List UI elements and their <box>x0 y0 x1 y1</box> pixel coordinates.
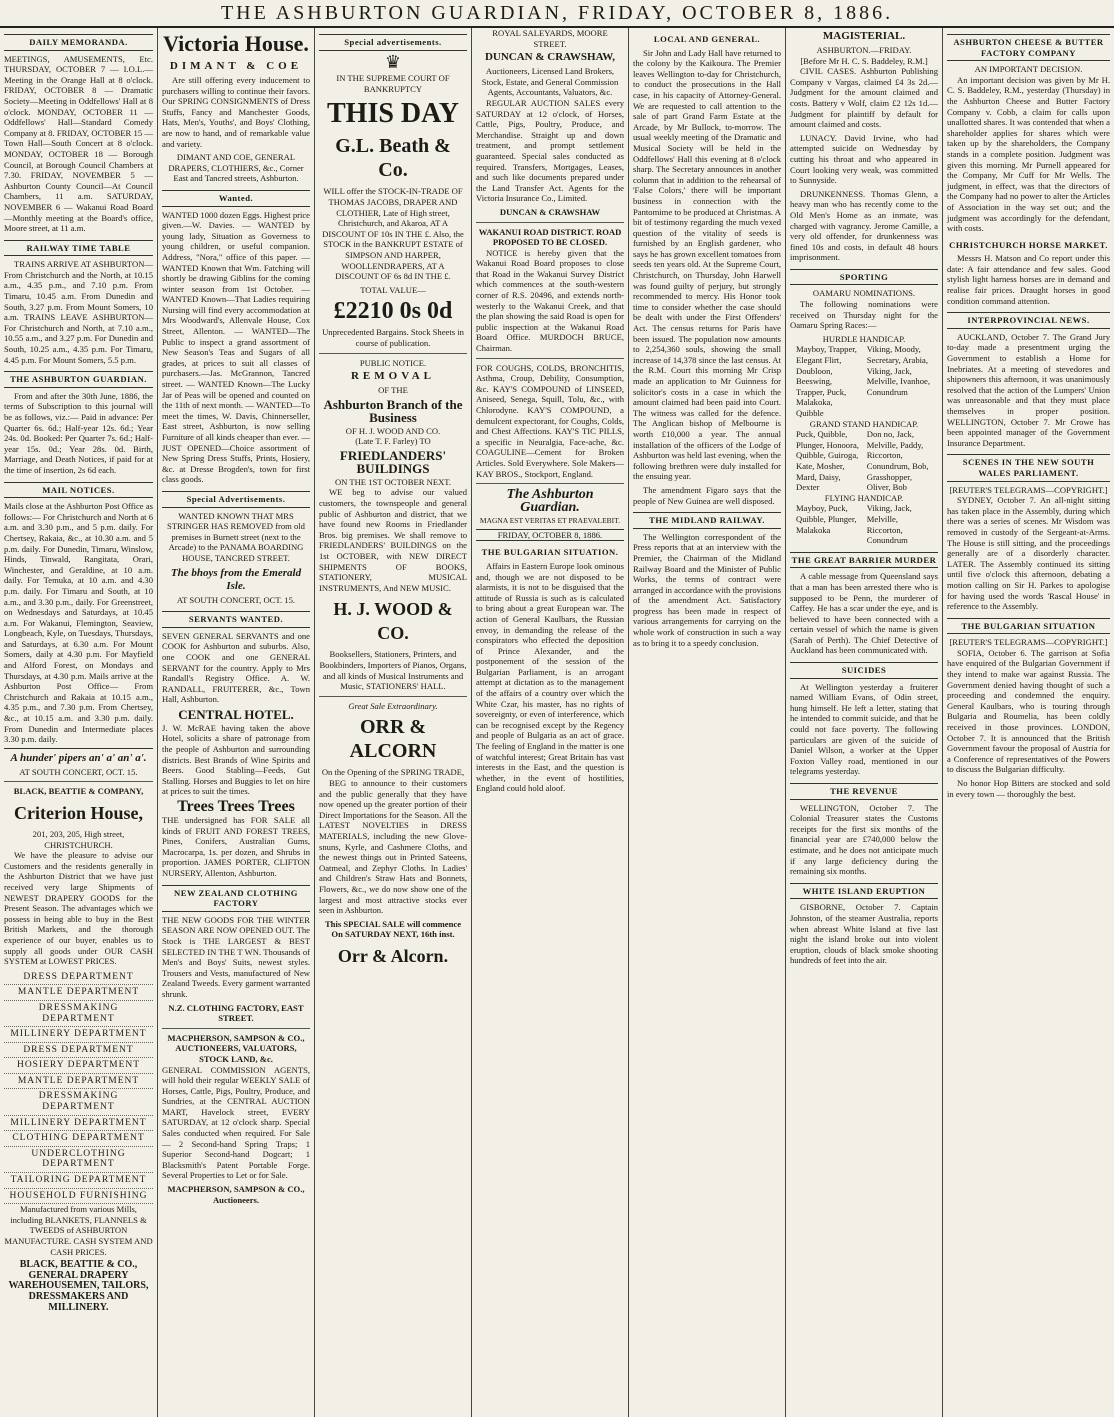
civil-cases: CIVIL CASES. Ashburton Publishing Company v Vargas, claimed £4 3s 2d.—Judgment for the amount claimed and costs. Battery v Wolf, claim £2 12s 1d.—Judgment for plaintiff by default for amount claimed and costs. <box>790 66 938 130</box>
nz-clothing-heading: NEW ZEALAND CLOTHING FACTORY <box>162 885 310 912</box>
railway-heading: RAILWAY TIME TABLE <box>4 240 153 257</box>
hurdle-table <box>790 344 938 418</box>
horse-list: Mayboy, Puck, Quibble, Plunger, Malakoka <box>796 503 857 535</box>
great-sale-heading: Great Sale Extraordinary. <box>348 700 438 711</box>
bulgarian-heading: THE BULGARIAN SITUATION. <box>481 547 619 558</box>
meetings-text: MEETINGS, AMUSEMENTS, Etc. THURSDAY, OCTOBER 7 — I.O.L.—Meeting in the Orange Hall at 8 o'clock. FRIDAY, OCTOBER 8 — Dramatic Society—Meeting in Oddfellows' Hall at 8 o'clock. MONDAY, OCTOBER 11 — Oddfellows' Hall—Standard Comedy Company at 8. FRIDAY, OCTOBER 15 — Town Hall—South Concert at 8 o'clock. MONDAY, OCTOBER 18 — Borough Council, at Borough Council Chambers at 7.30. FRIDAY, NOVEMBER 5 — Ashburton County Council—At Council Chambers, 11 a.m. SATURDAY, NOVEMBER 6 — Wakanui Road Board—Monthly meeting at the Board's office, Moore street, at 11 a.m. <box>4 53 153 234</box>
nz-clothing-text: THE NEW GOODS FOR THE WINTER SEASON ARE NOW OPENED OUT. The Stock is THE LARGEST & BEST SELECTED IN THE T WN. Thousands of Men's and Boys' Suits, newest styles. Trousers and Vests, manufactured of New Zealand Tweeds. Every garment warranted shrunk. <box>162 914 310 999</box>
special-ads-heading: Special Advertisements. <box>162 491 310 508</box>
bargains-text: Unprecedented Bargains. Stock Sheets in course of publication. <box>322 327 464 348</box>
central-hotel-heading: CENTRAL HOTEL. <box>178 706 294 722</box>
horse-list: Puck, Quibble, Plunger, Honoora, Quibble, Guiroga, Kate, Mosher, Mard, Daisy, Dexter <box>796 429 859 493</box>
duncan-sub: Auctioneers, Licensed Land Brokers, Stock, Estate, and General Commission Agents, Accountants, Valuators, &c. <box>481 66 619 98</box>
cheese-factory-heading: ASHBURTON CHEESE & BUTTER FACTORY COMPANY <box>947 34 1110 61</box>
flying-table <box>790 503 938 545</box>
revenue-text: WELLINGTON, October 7. The Colonial Treasurer states the Customs receipts for the first six months of the financial year are £740,000 below the estimate, and he does not anticipate much if any large deficiency during the remaining six months. <box>790 802 938 877</box>
grand-stand-heading: GRAND STAND HANDICAP. <box>809 418 919 429</box>
drunkenness-text: DRUNKENNESS. Thomas Glenn, a heavy man who has recently come to the Old Men's Home as an inmate, was charged with vagrancy. Jerome Camille, a very old offender, for drunkenness was fined 10s and costs, in default 48 hours imprisonment. <box>790 188 938 263</box>
mail-heading: MAIL NOTICES. <box>4 482 153 499</box>
emerald-isle-ad: The bhoys from the Emerald Isle. <box>170 566 302 592</box>
white-island-text: GISBORNE, October 7. Captain Johnston, of the steamer Australia, reports when abreast White Island at five last night the island broke out into violent eruption, clouds of black smoke shooting hundreds of feet into the air. <box>790 902 938 966</box>
orr-alcorn-body: BEG to announce to their customers and the public generally that they have now opened up the greater portion of their Direct Importations for the Season. All the LATEST NOVELTIES in DRESS MATERIALS, including the new Glove-snuns, Kyrle, and Cashmere Cloths, and the newest things out in Printed Sateens, Oatmeal, and Zephyr Cloths. In Ladies' and Children's Straw Hats and Bonnets, Flowers, &c., we do now show one of the largest and most attractive stocks ever seen in Ashburton. <box>319 777 467 916</box>
magisterial-heading: MAGISTERIAL. <box>822 30 906 42</box>
victoria-firm: DIMANT AND COE, GENERAL DRAPERS, CLOTHIERS, &c., Corner East and Tancred streets, Ashburton. <box>168 152 304 184</box>
hurdle-heading: HURDLE HANDICAP. <box>822 333 906 344</box>
paper-title: The Ashburton Guardian. <box>506 487 594 516</box>
criterion-title: Criterion House, <box>14 803 143 823</box>
midland-heading: THE MIDLAND RAILWAY. <box>633 512 781 529</box>
department-item: MANTLE DEPARTMENT <box>4 985 153 1001</box>
local-general-extra: The amendment Figaro says that the people of New Guinea are well disposed. <box>633 484 781 506</box>
guardian-terms: From and after the 30th June, 1886, the terms of Subscription to this journal will be as follows, viz.:— Paid in advance: Per Quarter 6s. 6d.; Half-year 12s. 6d.; Year 24s. 0d. Booked: Per Quarter 7s. 6d.; Half-year 15s. 0d.; Year 28s. 0d. Birth, Marriage, and Death Notices, if paid for at the time of insertion, 2s 6d each. <box>4 390 153 475</box>
department-item: MANTLE DEPARTMENT <box>4 1074 153 1090</box>
department-item: DRESS DEPARTMENT <box>4 1043 153 1059</box>
column-1 <box>0 28 157 1417</box>
nsw-heading: SCENES IN THE NEW SOUTH WALES PARLIAMENT. <box>947 454 1110 481</box>
department-item: TAILORING DEPARTMENT <box>4 1173 153 1189</box>
midland-text: The Wellington correspondent of the Press reports that at an interview with the Premier, the Chairman of the Midland Railway Board and the Minister of Public Works, the terms of contract were arranged in accordance with the provisions of the amendment Act. Satisfactory progress has been made in respect of various arrangements for carrying on the whole work of construction in such a way as to bring it to a speedy conclusion. <box>633 531 781 648</box>
column-2 <box>158 28 314 1417</box>
public-notice: PUBLIC NOTICE. <box>359 357 427 368</box>
paper-motto: MAGNA EST VERITAS ET PRAEVALEBIT. <box>479 516 621 526</box>
revenue-heading: THE REVENUE <box>790 783 938 800</box>
servants-heading: SERVANTS WANTED. <box>162 611 310 628</box>
macpherson-heading: MACPHERSON, SAMPSON & CO., AUCTIONEERS, VALUATORS, STOCK LAND, &c. <box>167 1032 305 1064</box>
suicides-heading: SUICIDES <box>790 662 938 679</box>
horse-list: Mayboy, Trapper, Elegant Flirt, Doubloon, Beeswing, Trapper, Puck, Malakoka, Quibble <box>796 344 857 418</box>
column-7 <box>943 28 1114 1417</box>
crown-emblem: ♛ <box>384 51 402 72</box>
department-item: DRESSMAKING DEPARTMENT <box>4 1089 153 1115</box>
wanted-known-ad: WANTED KNOWN THAT MRS STRINGER HAS REMOVED from old premises in Burnett street (next to the Arcade) to the PANAMA BOARDING HOUSE, TANCRED STREET. <box>167 510 305 563</box>
victoria-house-title: Victoria House. <box>163 31 309 56</box>
lunacy-text: LUNACY. David Irvine, who had attempted suicide on Wednesday by cutting his throat and who appeared in Court looking very weak, was committed to Sunnyside. <box>790 132 938 186</box>
department-item: HOSIERY DEPARTMENT <box>4 1058 153 1074</box>
magisterial-before: [Before Mr H. C. S. Baddeley, R.M.] <box>800 55 928 66</box>
department-item: MILLINERY DEPARTMENT <box>4 1027 153 1043</box>
wood-heading: OF H. J. WOOD AND CO. <box>345 425 441 436</box>
memoranda-heading: DAILY MEMORANDA. <box>4 34 153 51</box>
emerald-isle-sub: AT SOUTH CONCERT, OCT. 15. <box>176 594 296 605</box>
hop-bitters-ad: No honor Hop Bitters are stocked and sold in every town — thoroughly the best. <box>947 778 1110 799</box>
orr-alcorn-title: ORR & ALCORN <box>349 716 437 763</box>
nsw-sub: [REUTER'S TELEGRAMS—COPYRIGHT.] <box>949 484 1108 495</box>
bulgarian-cable-text: SOFIA, October 6. The garrison at Sofia have enquired of the Bulgarian Government if they intend to make war against Russia. The Government denied having thought of such a proceeding and condemned the enquiry. General Kaulbars, who is touring through Bulgaria and Roumelia, has been coldly received in those provinces. LONDON, October 7. It is announced that the British Government favour the proposal of Austria for a Conference of representatives of the Powers to discuss the Bulgarian difficulty. <box>947 647 1110 775</box>
beath-body: WILL offer the STOCK-IN-TRADE OF THOMAS JACOBS, DRAPER AND CLOTHIER, Late of High street, Christchurch, and Akaroa, AT A DISCOUNT OF 10s IN THE £. Also, the STOCK in the BANKRUPT ESTATE of SIMPSON AND HARPER, WOOLLENDRAPERS, AT A DISCOUNT OF 6s 8d IN THE £. <box>322 186 464 282</box>
wakanui-heading: WAKANUI ROAD DISTRICT. ROAD PROPOSED TO BE CLOSED. <box>478 226 622 248</box>
trees-text: THE undersigned has FOR SALE all kinds of FRUIT AND FOREST TREES, Pines, Conifers, Australian Gums, Macrocarpa, 1s. per dozen, and Shrubs in proportion. JAMES PORTER, CLIFTON NURSERY, Allenton, Ashburton. <box>162 815 310 878</box>
horse-list: Viking, Jack, Melville, Riccorton, Conundrum <box>866 503 912 546</box>
wood-co-title: H. J. WOOD & CO. <box>333 599 453 644</box>
orr-alcorn-sub: On the Opening of the SPRING TRADE, <box>321 767 465 778</box>
column-4 <box>472 28 628 1417</box>
buildings-heading: FRIEDLANDERS' BUILDINGS <box>339 447 447 476</box>
wood-sub: (Late T. F. Farley) TO <box>355 436 431 447</box>
interprovincial-heading: INTERPROVINCIAL NEWS. <box>947 312 1110 329</box>
horse-list: Don no, Jack, Melville, Paddy, Riccorton, Conundrum, Bob, Grasshopper, Oliver, Bob <box>866 429 929 493</box>
orr-alcorn-footer: This SPECIAL SALE will commence On SATURDAY NEXT, 16th inst. <box>324 918 462 940</box>
nsw-text: SYDNEY, October 7. An all-night sitting has taken place in the Assembly, during which there was a series of scenes. Mr Wisdom was removed in custody of the Sergeant-at-Arms. The House is still sitting, and the proceedings generally are of a disorderly character. LATER. The Assembly continued its sitting until five o'clock this afternoon, debating a motion calling on Sir H. Parkes to apologise for having used the words 'Rascal House' in reference to the Assembly. <box>947 495 1110 612</box>
department-item: CLOTHING DEPARTMENT <box>4 1131 153 1147</box>
macpherson-text: GENERAL COMMISSION AGENTS, will hold their regular WEEKLY SALE of Horses, Cattle, Pigs, Poultry, Produce, and Sundries, at the CENTRAL AUCTION MART, Havelock street, EVERY SATURDAY, at 12 o'clock sharp. Special Sales conducted when required. For Sale — 2 Second-hand Spring Traps; 1 Superior Second-hand Dogcart; 1 Blacksmith's Patent Portable Forge. Several Properties to Let or for Sale. <box>162 1064 310 1181</box>
railway-text: TRAINS ARRIVE AT ASHBURTON—From Christchurch and the North, at 10.15 a.m., 4.35 p.m., and 7.10 p.m. From Timaru, 10.45 a.m. From Dunedin and South, 3.27 p.m. From Mount Somers, 10 a.m. TRAINS LEAVE ASHBURTON—For Christchurch and North, at 7.10 a.m., 10.55 a.m., and 3.27 p.m. For Dunedin and South, 10.25 a.m., 4.35 p.m. For Timaru, 4.45 p.m. For Mount Somers, 5.5 p.m. <box>4 259 153 365</box>
total-value: £2210 0s 0d <box>333 298 453 325</box>
trees-heading: Trees Trees Trees <box>177 798 295 816</box>
barrier-heading: THE GREAT BARRIER MURDER <box>790 552 938 569</box>
sporting-sub: OAMARU NOMINATIONS. <box>812 288 916 299</box>
local-general-text: Sir John and Lady Hall have returned to the colony by the Kaikoura. The Premier leaves Wellington to-day for Christchurch, to conduct the prosecutions in the Hall case, in his capacity of Attorney-General. We are requested to call attention to the sale of part Grand Farm Estate at the Arcade, by Mr Bullock, to-morrow. The usual weekly meeting of the Dramatic and Musical Society will be held in the Oddfellows' Hall this evening at 8 o'clock sharp. The Secretary announces in another column that in addition to the rehearsal of 'False Colors,' there will be important business in connection with the Pantomime to be produced at Christmas. A bit of testimony regarding the much vexed question of the vitality of seeds is furnished by an English gardener, who says he has grown excellent tomatoes from seeds ten years old. At the Supreme Court, Christchurch, on Thursday, John Harwell was found guilty of perjury, but strongly recommended to mercy. His Honor took time to consider whether the case should be dealt with under the First Offenders' Act. The census returns for Paris have been issued. The population now amounts to 2,254,360 souls, showing the small increase of 14,378 since the last census. At the R.M. Court this morning Mr Crisp made an application to Mr Guinness for solicitor's costs in a case in which the amount claimed had been paid into Court. The witness was called for the defence. The Anglican bishop of Melbourne is worth £10,000 a year. The annual installation of the officers of the Lodge of Ashburton was held last evening, when the following brethren were duly installed for the ensuing year. <box>633 47 781 482</box>
barrier-text: A cable message from Queensland says that a man has been arrested there who is supposed to be Penn, the murderer of Caffey. He has a scar under the eye, and is believed to have been connected with a certain vessel of which the name is given (Sarah of Perth). The Chief Detective of Auckland has been communicated with. <box>790 571 938 656</box>
mail-text: Mails close at the Ashburton Post Office as follows:— For Christchurch and North at 6 a.m. and 3.30 p.m., and 5 p.m. daily. For Chertsey, Rakaia, &c., at 10.30 a.m. and 5 p.m. daily. For Dunedin, Timaru, Winslow, Hinds, Tinwald, Rangitata, Orari, Winchester, and Geraldine, at 10 a.m. daily. For Temuka, at 10 a.m. and 4.30 p.m. daily. For Timaru and South, at 10 a.m., and 3.30 p.m., daily. For Greenstreet, on Wednesdays and Saturdays, at 10.45 a.m. For Wakanui, Flemington, Seaview, Longbeach, Kyle, on Tuesdays, Thursdays, and Saturdays, at 6.30 a.m. For Mount Somers, daily at 4.30 p.m. For Mayfield and Alford Forest, on Mondays and Thursdays, at 4.30 p.m. Mails arrive at the Ashburton Post Office— From Christchurch and Rakaia at 10.15 a.m., 4.35 p.m., and 7.30 p.m. From Chertsey, &c., at 10.15 a.m. and 3.30 p.m. daily. From Dunedin and Intermediate places 3.30 p.m. daily. <box>4 501 153 745</box>
wanted-text: WANTED 1000 dozen Eggs. Highest price given.—W. Davies. — WANTED by young lady, Situation as Governess to young children, or useful companion. Address, "Nora," office of this paper. — WANTED Known that Wm. Fatching will shortly be drawing Giblins for the coming winter season from 1st October. — WANTED Known—That Ladies requiring Nursing will find every accommodation at Mrs Woodward's, Allenvale House, Cox Street, Allenton. — WANTED—The Public to inspect a grand assortment of New Season's Teas and Sugars of all grades, at prices to suit all classes of purchasers.—Jas. McGrannon, Tancred street. — WANTED Known—The Lucky Jar of Peas will be opened and counted on the 11th of next month. — WANTED—To meet the times, W. Davis, Chinnerseller, East street, Ashburton, is now selling Furniture of all kinds cheaper than ever. — JUST OPENED—Choice assortment of New Spring Dress Stuffs, Prints, Hosiery, &c. at Dresse Brogden's, town for first class goods. <box>162 209 310 485</box>
column-6 <box>786 28 942 1417</box>
paper-date: FRIDAY, OCTOBER 8, 1886. <box>476 529 624 542</box>
beath-title: G.L. Beath & Co. <box>335 135 451 182</box>
horse-market-text: Messrs H. Matson and Co report under this date: A fair attendance and few sales. Good stylish light harness horses are in demand and realise fair prices. Draught horses in good condition command attention. <box>947 253 1110 306</box>
department-item: DRESS DEPARTMENT <box>4 970 153 986</box>
dimant-coe-sub: DIMANT & COE <box>169 60 303 72</box>
department-item: HOUSEHOLD FURNISHING <box>4 1189 153 1205</box>
wanted-heading: Wanted. <box>162 190 310 207</box>
department-list <box>4 970 153 1205</box>
hunder-pipers-ad: A hunder' pipers an' a' an' a'. <box>4 748 153 765</box>
branch-heading: Ashburton Branch of the Business <box>323 396 463 425</box>
white-island-heading: WHITE ISLAND ERUPTION <box>790 883 938 900</box>
wakanui-text: NOTICE is hereby given that the Wakanui Road Board proposes to close that Road in the Wakanui Survey District which commences at the south-western corner of R.S. 20496, and extends north-westerly to the Wakanui Creek, and that the plan showing the said Road is open for public inspection at the Wakanui Road Board Office. MURDOCH BRUCE, Chairman. <box>476 247 624 354</box>
servants-text: SEVEN GENERAL SERVANTS and one COOK for Ashburton and suburbs. Also, one COOK and one GENERAL SERVANT for the country. Apply to Mrs Randall's Registry Office. A. W. RANDALL, FRUITERER, &c., Town Hall, Ashburton. <box>162 630 310 705</box>
wood-body: WE beg to advise our valued customers, the townspeople and general public of Ashburton and district, that we have found new Rooms in Friedlander Bros. big premises. We shall remove to FRIEDLANDERS' BUILDINGS on the 1st OCTOBER, with NEW DIRECT SHIPMENTS OF BOOKS, STATIONERY, MUSICAL INSTRUMENTS, And NEW MUSIC. <box>319 487 467 593</box>
magisterial-sub: ASHBURTON.—FRIDAY. <box>816 45 912 55</box>
bulgarian-cable-heading: THE BULGARIAN SITUATION <box>947 618 1110 635</box>
coughs-ad: FOR COUGHS, COLDS, BRONCHITIS, Asthma, Croup, Debility, Consumption, &c. KAY'S COMPOUND of LINSEED, Aniseed, Senega, Squill, Tolu, &c., with Chlorodyne. KAY'S COMPOUND, a demulcent expectorant, for Coughs, Colds, and Chest Affections. KAY'S TIC PILLS, a specific in Neuralgia, Face-ache, &c. COAGULINE—Cement for Broken Articles. Sold Everywhere. Sole Makers—KAY BROS., Stockport, England. <box>476 362 624 479</box>
department-item: DRESSMAKING DEPARTMENT <box>4 1001 153 1027</box>
column-3 <box>315 28 471 1417</box>
special-ads-heading-2: Special advertisements. <box>319 34 467 51</box>
blankets-text: Manufactured from various Mills, including BLANKETS, FLANNELS & TWEEDS of ASHBURTON MANUFACTURE. CASH SYSTEM AND CASH PRICES. <box>4 1204 153 1257</box>
bulgarian-leader: Affairs in Eastern Europe look ominous and, though we are not disposed to be alarmists, it is not to be disguised that the attitude of Russia is such as is calculated to bring about a great European war. The action of General Kaulbars, the Russian envoy, in demanding the release of the conspirators who effected the deposition of Prince Alexander, and the postponement of the session of the Bulgarian Parliament, is an arrogant attempt at dictation as to the management of the affairs of a country over which the White Czar, his master, has no rights of sovereignty, or even of interference, which can be recognised except by the Regency and people of Bulgaria as an act of grace. The feeling of England in the matter is one of watchful interest; Great Britain has vast interests in the East, and the question is whether, in the event of hostilities, England could hold aloof. <box>476 560 624 794</box>
horse-list: Viking, Moody, Secretary, Arabia, Viking, Jack, Melville, Ivanhoe, Conundrum <box>866 344 930 397</box>
removal-heading: REMOVAL <box>350 370 436 383</box>
nz-clothing-footer: N.Z. CLOTHING FACTORY, EAST STREET. <box>168 1002 304 1024</box>
masthead: THE ASHBURTON GUARDIAN, FRIDAY, OCTOBER 8, 1886. <box>0 0 1114 28</box>
wood-co-sub: Booksellers, Stationers, Printers, and Bookbinders, Importers of Pianos, Organs, and all kinds of Musical Instruments and Music, STATIONERS' HALL. <box>319 649 467 692</box>
flying-heading: FLYING HANDICAP. <box>824 492 904 503</box>
hunder-sub: AT SOUTH CONCERT, OCT. 15. <box>19 766 138 777</box>
guardian-heading: THE ASHBURTON GUARDIAN. <box>4 371 153 388</box>
central-hotel-text: J. W. McRAE having taken the above Hotel, solicits a share of patronage from the people of Ashburton and surrounding districts. Best Brands of Wine Spirits and Beers. Good Stabling—Feeds, Gut Stalling. Horses and Buggies to let on hire at prices to suit the times. <box>162 722 310 797</box>
interprovincial-text: AUCKLAND, October 7. The Grand Jury to-day made a presentment urging the Government to establish a Home for Inebriates. At a meeting of stevedores and shipowners this afternoon, it was unanimously resolved that the action of the Lumpers' Union was unreasonable and that they must place themselves in proper position. WELLINGTON, October 7. Mr Crowe has been appointed manager of the Government Insurance Department. <box>947 331 1110 448</box>
duncan-title: DUNCAN & CRAWSHAW, <box>484 51 616 64</box>
column-5 <box>629 28 785 1417</box>
court-heading: IN THE SUPREME COURT OF BANKRUPTCY <box>336 73 450 94</box>
bulgarian-cable-sub: [REUTER'S TELEGRAMS—COPYRIGHT.] <box>949 637 1108 648</box>
removal-date: ON THE 1ST OCTOBER NEXT. <box>334 476 452 487</box>
macpherson-footer: MACPHERSON, SAMPSON & CO., Auctioneers. <box>167 1184 305 1205</box>
cheese-factory-text: An important decision was given by Mr H. C. S. Baddeley, R.M., yesterday (Thursday) in the Ashburton Cheese and Butter Factory Company v. Cobb, a claim for calls upon unallotted shares. It was contended that when a shareholder applies for shares which were taken up by the shareholders, the Company stands in a complete position. Judgment was given this morning. Mr Purnell appeared for the Company, Mr Cuff for Mr Wells. The judgment, in effect, was that the directors of the Company had no power to alter the Articles of Association in the way set out; and the judgment was accordingly for the defendant, with costs. <box>947 74 1110 234</box>
duncan-body: REGULAR AUCTION SALES every SATURDAY at 12 o'clock, of Horses, Cattle, Pigs, Poultry, Produce, and Merchandise. Straight up and down treatment, and prompt settlement guaranteed. Special sales conducted as required. Transfers, Mortgages, Leases, and such like documents prepared under the Land Transfer Act. Agents for the Victoria Insurance Co., Limited. <box>476 97 624 204</box>
grand-stand-table <box>790 429 938 493</box>
local-general-heading: LOCAL AND GENERAL. <box>653 34 761 44</box>
removal-of: OF THE <box>378 385 408 396</box>
this-day-heading: THIS DAY <box>326 98 459 130</box>
department-item: MILLINERY DEPARTMENT <box>4 1116 153 1132</box>
saleyards-heading: ROYAL SALEYARDS, MOORE STREET. <box>492 28 608 49</box>
criterion-body: We have the pleasure to advise our Customers and the residents generally in the Ashburton District that we have just received very large Shipments of NEWEST DRAPERY GOODS for the Present Season. The advantages which we possess in being able to buy in the Best British Markets, and the thorough experience of our buyer, enables us to supply all goods under OUR CASH SYSTEM at LOWEST PRICES. <box>4 850 153 967</box>
sporting-text: The following nominations were received on Thursday night for the Oamaru Spring Races:— <box>790 299 938 331</box>
cheese-factory-sub: AN IMPORTANT DECISION. <box>974 64 1083 75</box>
suicides-text: At Wellington yesterday a fruiterer named William Evans, of Odin street, hung himself. He left a letter, stating that he intended to commit suicide, and that he could not face poverty. The following particulars are given of the suicide of Daniel Wilson, a worker at the Upper Foxton Valley road, mentioned in our telegrams yesterday. <box>790 681 938 777</box>
sporting-heading: SPORTING <box>790 269 938 286</box>
department-item: UNDERCLOTHING DEPARTMENT <box>4 1147 153 1173</box>
bbc-heading: BLACK, BEATTIE & COMPANY, <box>13 786 144 797</box>
horse-market-heading: CHRISTCHURCH HORSE MARKET. <box>949 239 1108 250</box>
orr-alcorn-sign: Orr & Alcorn. <box>337 945 449 966</box>
bbc-footer: BLACK, BEATTIE & CO., GENERAL DRAPERY WAREHOUSEMEN, TAILORS, DRESSMAKERS AND MILLINERY. <box>8 1259 149 1313</box>
victoria-intro: Are still offering every inducement to purchasers willing to continue their favors. Our SPRING CONSIGNMENTS of Dress Stuffs, Fancy and Manchester Goods, Hats, Men's, Youths', and Boys' Clothing, are now to hand, and of remarkable value and variety. <box>162 75 310 149</box>
total-label: TOTAL VALUE— <box>360 284 426 295</box>
criterion-address: 201, 203, 205, High street, CHRISTCHURCH. <box>32 829 125 850</box>
duncan-footer: DUNCAN & CRAWSHAW <box>499 206 601 217</box>
